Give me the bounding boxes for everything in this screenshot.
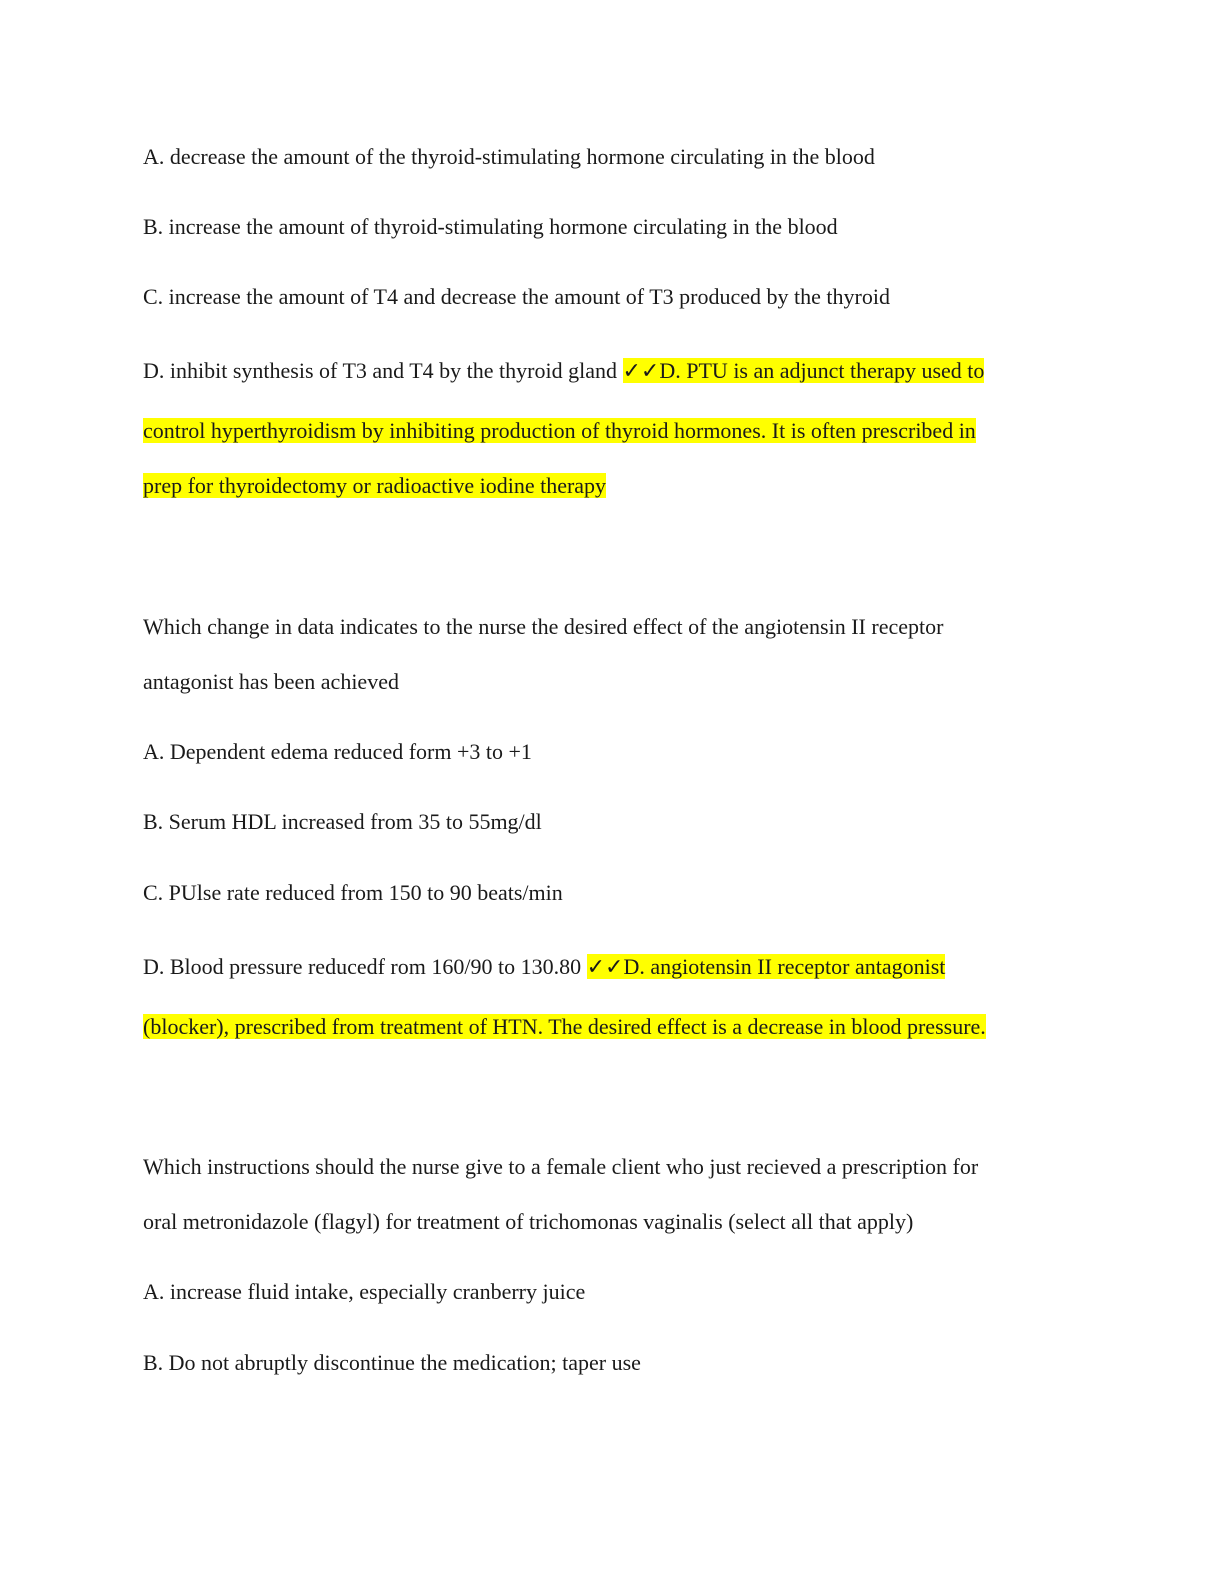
q2-option-a: A. Dependent edema reduced form +3 to +1: [143, 739, 532, 764]
q1-option-c: C. increase the amount of T4 and decrease the amount of T3 produced by the thyroid: [143, 284, 890, 309]
q3-stem-line2: oral metronidazole (flagyl) for treatment of trichomonas vaginalis (select all that apply): [143, 1209, 914, 1234]
q3-option-a: A. increase fluid intake, especially cranberry juice: [143, 1279, 586, 1304]
q3-stem-line1: Which instructions should the nurse give to a female client who just recieved a prescription for: [143, 1154, 979, 1179]
q1-answer-line2: control hyperthyroidism by inhibiting production of thyroid hormones. It is often prescribed in: [143, 418, 976, 443]
q1-option-d: D. inhibit synthesis of T3 and T4 by the thyroid gland: [143, 358, 623, 383]
q1-option-d-line: [143, 356, 984, 386]
q3-option-b: B. Do not abruptly discontinue the medication; taper use: [143, 1350, 641, 1375]
q1-option-a: A. decrease the amount of the thyroid-stimulating hormone circulating in the blood: [143, 144, 875, 169]
q1-option-b: B. increase the amount of thyroid-stimulating hormone circulating in the blood: [143, 214, 838, 239]
q2-answer-line1: ✓✓D. angiotensin II receptor antagonist: [586, 954, 946, 979]
q2-option-c: C. PUlse rate reduced from 150 to 90 beats/min: [143, 880, 563, 905]
q2-answer-line2: (blocker), prescribed from treatment of HTN. The desired effect is a decrease in blood pressure.: [143, 1014, 986, 1039]
q2-stem-line2: antagonist has been achieved: [143, 669, 399, 694]
q2-option-d-line: [143, 952, 945, 982]
q2-answer-line2-wrap: [143, 1012, 986, 1042]
q1-answer-line3: prep for thyroidectomy or radioactive iodine therapy: [143, 473, 607, 498]
q1-answer-line3-wrap: [143, 471, 606, 501]
q1-answer-line2-wrap: [143, 416, 976, 446]
q2-stem-line1: Which change in data indicates to the nurse the desired effect of the angiotensin II receptor: [143, 614, 944, 639]
q2-option-b: B. Serum HDL increased from 35 to 55mg/dl: [143, 809, 542, 834]
q2-option-d: D. Blood pressure reducedf rom 160/90 to 130.80: [143, 954, 587, 979]
q1-answer-line1: ✓✓D. PTU is an adjunct therapy used to: [622, 358, 985, 383]
